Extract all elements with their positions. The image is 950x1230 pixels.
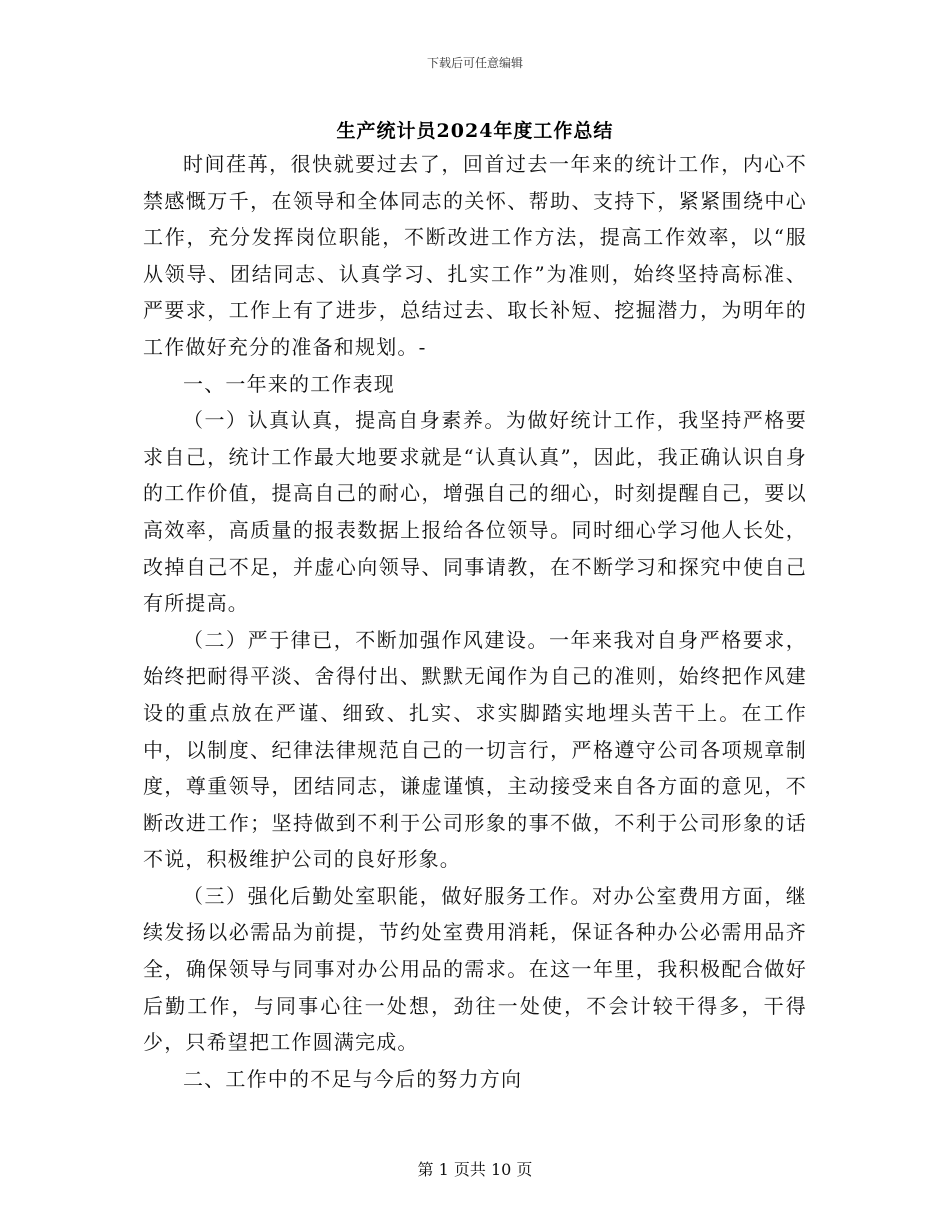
page-number-footer: 第 1 页共 10 页 bbox=[417, 1160, 533, 1179]
document-title: 生产统计员2024年度工作总结 bbox=[336, 120, 614, 142]
subsection-paragraph-2: （二）严于律已，不断加强作风建设。一年来我对自身严格要求，始终把耐得平淡、舍得付出、默默无闻作为自己的准则，始终把作风建设的重点放在严谨、细致、扎实、求实脚踏实地埋头苦干上。在工作中，以制度、纪律法律规范自己的一切言行，严格遵守公司各项规章制度，尊重领导，团结同志，谦虚谨慎，主动接受来自各方面的意见，不断改进工作；坚持做到不利于公司形象的事不做，不利于公司形象的话不说，积极维护公司的良好形象。 bbox=[143, 627, 807, 872]
subsection-paragraph-3: （三）强化后勤处室职能，做好服务工作。对办公室费用方面，继续发扬以必需品为前提，节约处室费用消耗，保证各种办公必需用品齐全，确保领导与同事对办公用品的需求。在这一年里，我积极配合做好后勤工作，与同事心往一处想，劲往一处使，不会计较干得多，干得少，只希望把工作圆满完成。 bbox=[143, 883, 807, 1055]
header-note: 下载后可任意编辑 bbox=[426, 56, 523, 70]
subsection-paragraph-1: （一）认真认真，提高自身素养。为做好统计工作，我坚持严格要求自己，统计工作最大地要求就是“认真认真”，因此，我正确认识自身的工作价值，提高自己的耐心，增强自己的细心，时刻提醒自己，要以高效率，高质量的报表数据上报给各位领导。同时细心学习他人长处，改掉自己不足，并虚心向领导、同事请教，在不断学习和探究中使自己有所提高。 bbox=[143, 408, 807, 616]
document-body bbox=[143, 146, 807, 1097]
section-heading-2: 二、工作中的不足与今后的努力方向 bbox=[183, 1066, 523, 1091]
intro-paragraph: 时间荏苒，很快就要过去了，回首过去一年来的统计工作，内心不禁感慨万千，在领导和全体同志的关怀、帮助、支持下，紧紧围绕中心工作，充分发挥岗位职能，不断改进工作方法，提高工作效率，以“服从领导、团结同志、认真学习、扎实工作”为准则，始终坚持高标准、严要求，工作上有了进步，总结过去、取长补短、挖掘潜力，为明年的工作做好充分的准备和规划。- bbox=[143, 152, 807, 359]
section-heading-1: 一、一年来的工作表现 bbox=[183, 371, 395, 396]
